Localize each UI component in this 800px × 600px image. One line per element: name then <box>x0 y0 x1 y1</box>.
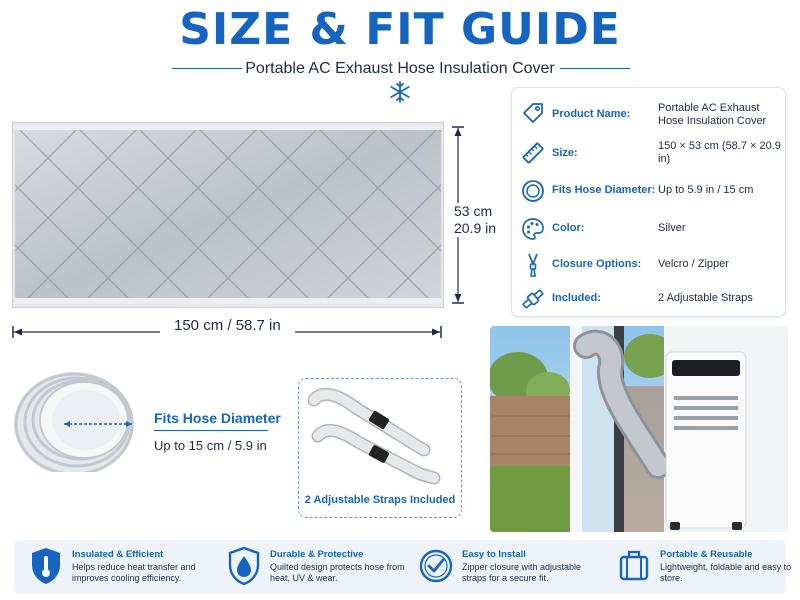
features-bar <box>14 540 792 594</box>
spec-value: Silver <box>658 222 686 234</box>
spec-row-included <box>512 282 787 316</box>
ring-icon <box>520 178 546 204</box>
snowflake-icon <box>388 80 412 104</box>
strap-icon <box>520 286 546 312</box>
hose-illustration <box>14 362 142 472</box>
spec-value: 150 × 53 cm (58.7 × 20.9 in) <box>658 140 781 165</box>
installed-product-photo <box>490 326 788 532</box>
feature-title: Easy to Install <box>462 549 526 560</box>
spec-value: Portable AC Exhaust Hose Insulation Cover <box>658 102 767 127</box>
spec-label: Closure Options: <box>552 258 642 270</box>
feature-title: Portable & Reusable <box>660 549 753 560</box>
spec-row-hose-diameter <box>512 174 787 208</box>
straps-label: 2 Adjustable Straps Included <box>304 494 456 506</box>
subtitle-divider-right <box>560 68 630 69</box>
insulation-cover-panel <box>12 122 444 308</box>
shield-thermometer-icon <box>28 546 64 586</box>
feature-desc: Zipper closure with adjustable straps for a secure fit. <box>462 562 582 583</box>
height-dimension-label <box>454 203 496 237</box>
ruler-icon <box>520 140 546 166</box>
feature-desc: Helps reduce heat transfer and improves cooling efficiency. <box>72 562 196 583</box>
spec-label: Included: <box>552 292 601 304</box>
feature-portable <box>616 540 792 594</box>
height-in: 20.9 in <box>454 220 497 236</box>
spec-row-product-name <box>512 96 787 130</box>
spec-row-size <box>512 136 787 170</box>
feature-durable <box>226 540 406 594</box>
spec-card <box>511 87 786 317</box>
adjustable-straps-illustration <box>308 386 454 486</box>
width-dimension-label: 150 cm / 58.7 in <box>160 317 295 334</box>
suitcase-icon <box>616 546 652 586</box>
spec-value: Velcro / Zipper <box>658 258 729 270</box>
feature-easy-install <box>418 540 608 594</box>
spec-label: Size: <box>552 147 578 159</box>
height-cm: 53 cm <box>454 203 493 219</box>
hose-diameter-value: Up to 15 cm / 5.9 in <box>154 438 267 453</box>
spec-label: Color: <box>552 222 585 234</box>
spec-row-closure <box>512 248 787 282</box>
feature-title: Insulated & Efficient <box>72 549 164 560</box>
palette-icon <box>520 216 546 242</box>
page-title: SIZE & FIT GUIDE <box>179 4 621 55</box>
hose-diameter-title: Fits Hose Diameter <box>154 410 281 426</box>
spec-value: 2 Adjustable Straps <box>658 292 753 304</box>
hose-divider <box>154 430 268 431</box>
shield-drop-icon <box>226 546 262 586</box>
zipper-icon <box>520 252 546 278</box>
feature-title: Durable & Protective <box>270 549 364 560</box>
check-circle-icon <box>418 546 454 586</box>
feature-desc: Quilted design protects hose from heat, UV & wear. <box>270 562 405 583</box>
feature-desc: Lightweight, foldable and easy to store. <box>660 562 792 583</box>
page-subtitle: Portable AC Exhaust Hose Insulation Cover <box>245 60 555 77</box>
spec-label: Fits Hose Diameter: <box>552 184 656 196</box>
price-tag-icon <box>520 100 546 126</box>
spec-row-color <box>512 212 787 246</box>
feature-insulated <box>28 540 208 594</box>
spec-label: Product Name: <box>552 108 631 120</box>
spec-value: Up to 5.9 in / 15 cm <box>658 184 754 196</box>
